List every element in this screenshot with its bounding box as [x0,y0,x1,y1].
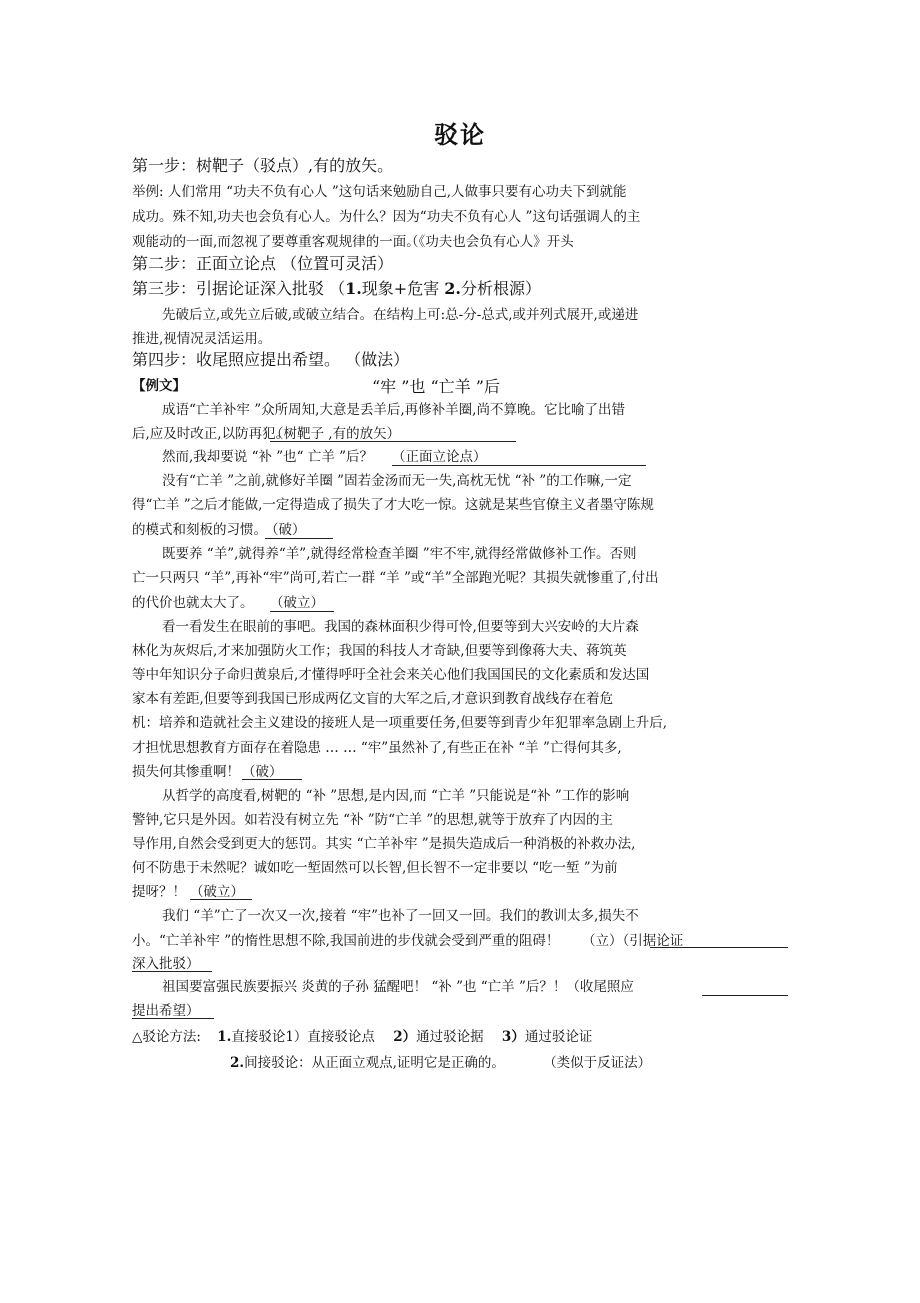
step-one: 第一步：树靶子（驳点）,有的放矢。 [132,156,394,175]
para3-line3: 的模式和刻板的习惯。 [132,522,267,538]
para1-line2: 后,应及时改正,以防再犯。 [132,426,290,442]
step-three-desc-1: 先破后立,或先立后破,或破立结合。在结构上可:总-分-总式,或并列式展开,或递进 [162,307,639,323]
step-two: 第二步：正面立论点 （位置可灵活） [132,254,394,273]
methods-mark: △驳论方法: [132,1029,201,1045]
para3-line2: 得“亡羊 ”之后才能做,一定得造成了损失了才大吃一惊。这就是某些官僚主义者墨守陈规 [132,497,654,513]
para3-line1: 没有“亡羊 ”之前,就修好羊圈 ”固若金汤而无一失,高枕无忧 “补 ”的工作嘛,一定 [162,473,632,489]
para6-line4: 何不防患于未然呢？诚如吃一堑固然可以长智,但长智不一定非要以 “吃一堑 ”为前 [132,860,618,876]
para5-line1: 看一看发生在眼前的事吧。我国的森林面积少得可怜,但要等到大兴安岭的大片森 [162,619,639,635]
para6-underline [190,899,252,900]
step-three-desc-2: 推进,视情况灵活运用。 [132,331,272,347]
para2-note: （正面立论点） [392,449,487,465]
example-line-2: 成功。殊不知,功夫也会负有心人。为什么？因为“功夫不负有心人 ”这句话强调人的主 [132,209,641,225]
para7-line2: 小。“亡羊补牢 ”的惰性思想不除,我国前进的步伐就会受到严重的阻碍！ [132,933,560,949]
example-line-1: 举例: 人们常用 “功夫不负有心人 ”这句话来勉励自己,人做事只要有心功夫下到就能 [132,184,627,200]
example-title: “牢 ”也 “亡羊 ”后 [372,377,500,396]
method4-label: 间接驳论：从正面立观点,证明它是正确的。 [244,1055,505,1071]
method1-sub: 1）直接驳论点 [285,1029,375,1045]
para5-line3: 等中年知识分子命归黄泉后,才懂得呼吁全社会来关心他们我国国民的文化素质和发达国 [132,667,650,683]
method3-label: 通过驳论证 [524,1029,593,1045]
para8-line2: 提出希望） [132,1003,200,1019]
method2-num: 2） [393,1029,417,1045]
para7-line1: 我们 “羊”亡了一次又一次,接着 “牢”也补了一回又一回。我们的教训太多,损失不 [162,908,639,924]
step-three-part-1: 现象+危害 [361,279,445,298]
para4-line2: 亡一只两只 “羊”,再补“牢”尚可,若亡一群 “羊 ”或“羊”全部跑光呢？其损失就惨重了,付出 [132,570,659,586]
method1-label: 直接驳论 [231,1029,286,1045]
para5-line2: 林化为灰烬后,才来加强防火工作；我国的科技人才奇缺,但要等到像蒋大夫、蒋筑英 [132,643,627,659]
method3-num: 3） [501,1029,525,1045]
example-label: 【例文】 [132,378,186,394]
para8-underline-b [132,1018,214,1019]
para4-line1: 既要养 “羊”,就得养“羊”,就得经常检查羊圈 ”牢不牢,就得经常做修补工作。否则 [162,546,637,562]
example-source: （《功夫也会负有心人》开头 [405,234,574,250]
step-three-num-2: 2. [444,279,461,298]
method2-label: 通过驳论据 [416,1029,484,1045]
para5-line4: 家本有差距,但要等到我国已形成两亿文盲的大军之后,才意识到教育战线存在着危 [132,691,614,707]
para1-line1: 成语“亡羊补牢 ”众所周知,大意是丢羊后,再修补羊圈,尚不算晚。它比喻了出错 [162,402,625,418]
para2-line1: 然而,我却要说 “补 ”也“ 亡羊 ”后？ [162,449,374,465]
para6-note: （破立） [190,884,244,900]
para5-line5: 机：培养和造就社会主义建设的接班人是一项重要任务,但要等到青少年犯罪率急剧上升后, [132,715,668,731]
para6-line1: 从哲学的高度看,树靶的 “补 ”思想,是内因,而 “亡羊 ”只能说是“补 ”工作的影响 [162,788,630,804]
para1-underline [270,441,516,442]
step-three-part-2: 分析根源） [461,279,542,298]
para8-underline-a [702,995,788,996]
para4-line3: 的代价也就太大了。 [132,595,254,611]
para2-underline [392,465,646,466]
para5-line7: 损失何其惨重啊！ [132,764,240,780]
para3-underline [265,538,333,539]
para3-note: （破） [265,522,306,538]
para6-line3: 导作用,自然会受到更大的惩罚。其实 “亡羊补牢 ”是损失造成后一种消极的补救办法, [132,836,636,852]
methods-line2 [230,1053,790,1073]
page-title: 驳论 [434,120,486,149]
para1-note: （树靶子 ,有的放矢） [270,426,401,442]
para5-underline [242,779,302,780]
para7-note: （立）（引据论证 [582,933,684,949]
para4-underline [270,611,334,612]
para5-note: （破） [242,764,283,780]
method1-num: 1. [217,1029,232,1045]
method4-note: （类似于反证法） [543,1055,652,1071]
step-three [132,279,792,299]
methods-line1 [132,1027,792,1047]
para7-underline-b [132,971,212,972]
para7-note-cont: 深入批驳） [132,956,200,972]
para7-underline-a [650,947,788,948]
step-three-label: 第三步：引据论证深入批驳 （ [132,279,346,298]
para6-line2: 警钟,它只是外因。如若没有树立先 “补 ”防“亡羊 ”的思想,就等于放弃了内因的主 [132,812,614,828]
para6-line5: 提呀？！ [132,884,186,900]
step-four: 第四步：收尾照应提出希望。 （做法） [132,350,410,369]
para5-line6: 才担忧思想教育方面存在着隐患 … … “牢”虽然补了,有些正在补 “羊 ”亡得何其多, [132,740,622,756]
step-three-num-1: 1. [345,279,362,298]
method4-num: 2. [230,1055,245,1071]
para4-note: （破立） [270,595,324,611]
example-line-3: 观能动的一面,而忽视了要尊重客观规律的一面。 [132,234,420,250]
para8-line1: 祖国要富强民族要振兴 炎黄的子孙 猛醒吧！ “补 ”也 “亡羊 ”后？！（收尾照应 [162,979,634,995]
